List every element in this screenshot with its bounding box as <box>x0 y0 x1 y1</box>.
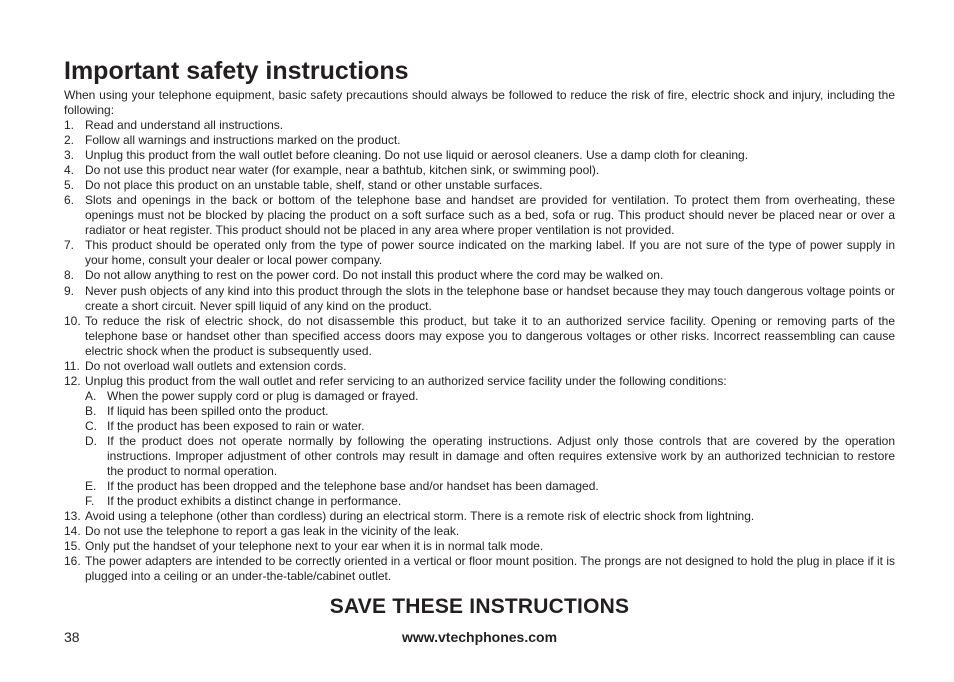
condition-item <box>85 404 895 419</box>
condition-item <box>85 419 895 434</box>
condition-item <box>85 389 895 404</box>
instruction-number: 10. <box>64 313 81 328</box>
instruction-item <box>64 284 895 314</box>
instruction-text: Only put the handset of your telephone next to your ear when it is in normal talk mode. <box>85 539 544 554</box>
instruction-number: 2. <box>64 133 75 148</box>
condition-text: When the power supply cord or plug is damaged or frayed. <box>107 388 419 403</box>
instruction-number: 1. <box>64 118 75 132</box>
instruction-text: To reduce the risk of electric shock, do not disassemble this product, but take it to an authorized service facility. Opening or removing parts of the telephone base or handset other than specified access doors may expose you to dangerous voltages or other risks. Incorrect reassembling can cause electric shock when the product is subsequently used. <box>85 313 895 358</box>
condition-letter: E. <box>85 479 97 494</box>
instruction-item <box>64 509 895 524</box>
instruction-number: 9. <box>64 283 75 298</box>
condition-text: If the product does not operate normally by following the operating instructions. Adjust only those controls that are covered by the operation instructions. Improper adjustment of other controls may result in damage and often requires extensive work by an authorized technician to restore the product to normal operation. <box>107 433 895 479</box>
condition-letter: F. <box>85 494 95 509</box>
instruction-item <box>64 118 895 133</box>
instruction-text: Follow all warnings and instructions marked on the product. <box>85 133 401 148</box>
footer-url: www.vtechphones.com <box>401 629 558 645</box>
instruction-text: Never push objects of any kind into this product through the slots in the telephone base or handset because they may touch dangerous voltage points or create a short circuit. Never spill liquid of any kind on the product. <box>85 283 895 313</box>
instruction-item <box>64 238 895 268</box>
instruction-text: Do not place this product on an unstable table, shelf, stand or other unstable surfaces. <box>85 178 543 193</box>
instruction-number: 7. <box>64 238 75 253</box>
condition-text: If the product has been dropped and the telephone base and/or handset has been damaged. <box>107 479 599 494</box>
instruction-item <box>64 133 895 148</box>
instruction-number: 15. <box>64 539 81 554</box>
page-title: Important safety instructions <box>64 57 409 85</box>
condition-letter: D. <box>85 433 97 448</box>
instruction-number: 5. <box>64 178 75 193</box>
condition-item <box>85 479 895 494</box>
instruction-text: This product should be operated only from the type of power source indicated on the marking label. If you are not sure of the type of power supply in your home, consult your dealer or local power company. <box>85 238 895 268</box>
instruction-text: Slots and openings in the back or bottom of the telephone base and handset are provided for ventilation. To protect them from overheating, these openings must not be blocked by placing the product on a soft surface such as a bed, sofa or rug. This product should never be placed near or over a radiator or heat register. This product should not be placed in any area where proper ventilation is not provided. <box>85 193 895 238</box>
instruction-item <box>64 314 895 359</box>
condition-item <box>85 434 895 479</box>
instruction-item <box>64 554 895 584</box>
instruction-text: The power adapters are intended to be correctly oriented in a vertical or floor mount position. The prongs are not designed to hold the plug in place if it is plugged into a ceiling or an under-the-table/cabinet outlet. <box>85 554 895 584</box>
instruction-item <box>64 524 895 539</box>
instruction-text: Do not allow anything to rest on the power cord. Do not install this product where the cord may be walked on. <box>85 268 664 283</box>
condition-letter: A. <box>85 388 97 403</box>
instruction-text: Read and understand all instructions. <box>85 118 284 132</box>
instruction-number: 14. <box>64 524 81 539</box>
instruction-item <box>64 163 895 178</box>
instruction-item <box>64 268 895 283</box>
instruction-number: 16. <box>64 554 81 569</box>
condition-letter: C. <box>85 418 97 433</box>
instruction-number: 11. <box>64 358 80 373</box>
intro-paragraph: When using your telephone equipment, basic safety precautions should always be followed to reduce the risk of fire, electric shock and injury, including the following: <box>64 88 895 118</box>
instruction-number: 8. <box>64 268 75 283</box>
instruction-text: Do not use the telephone to report a gas leak in the vicinity of the leak. <box>85 524 460 539</box>
page-number: 38 <box>64 629 80 645</box>
instruction-number: 6. <box>64 193 75 208</box>
condition-text: If liquid has been spilled onto the product. <box>107 403 329 418</box>
instruction-item <box>64 374 895 509</box>
instruction-text: Avoid using a telephone (other than cordless) during an electrical storm. There is a remote risk of electric shock from lightning. <box>85 509 755 524</box>
instruction-text: Do not overload wall outlets and extension cords. <box>85 358 347 373</box>
condition-text: If the product has been exposed to rain or water. <box>107 418 365 433</box>
instruction-text: Unplug this product from the wall outlet and refer servicing to an authorized service facility under the following conditions: <box>85 373 727 388</box>
instruction-item <box>64 178 895 193</box>
instruction-number: 13. <box>64 509 81 524</box>
condition-letter: B. <box>85 403 97 418</box>
instruction-item <box>64 539 895 554</box>
condition-text: If the product exhibits a distinct change in performance. <box>107 494 402 509</box>
instruction-list <box>64 118 895 584</box>
instruction-text: Do not use this product near water (for example, near a bathtub, kitchen sink, or swimming pool). <box>85 163 600 178</box>
instruction-item <box>64 193 895 238</box>
instruction-item <box>64 359 895 374</box>
condition-item <box>85 494 895 509</box>
instruction-text: Unplug this product from the wall outlet before cleaning. Do not use liquid or aerosol cleaners. Use a damp cloth for cleaning. <box>85 148 749 163</box>
instruction-number: 3. <box>64 148 75 163</box>
instruction-number: 4. <box>64 163 75 178</box>
instruction-item <box>64 148 895 163</box>
save-instructions-heading: SAVE THESE INSTRUCTIONS <box>329 595 630 618</box>
instruction-number: 12. <box>64 373 81 388</box>
condition-list <box>85 389 895 509</box>
